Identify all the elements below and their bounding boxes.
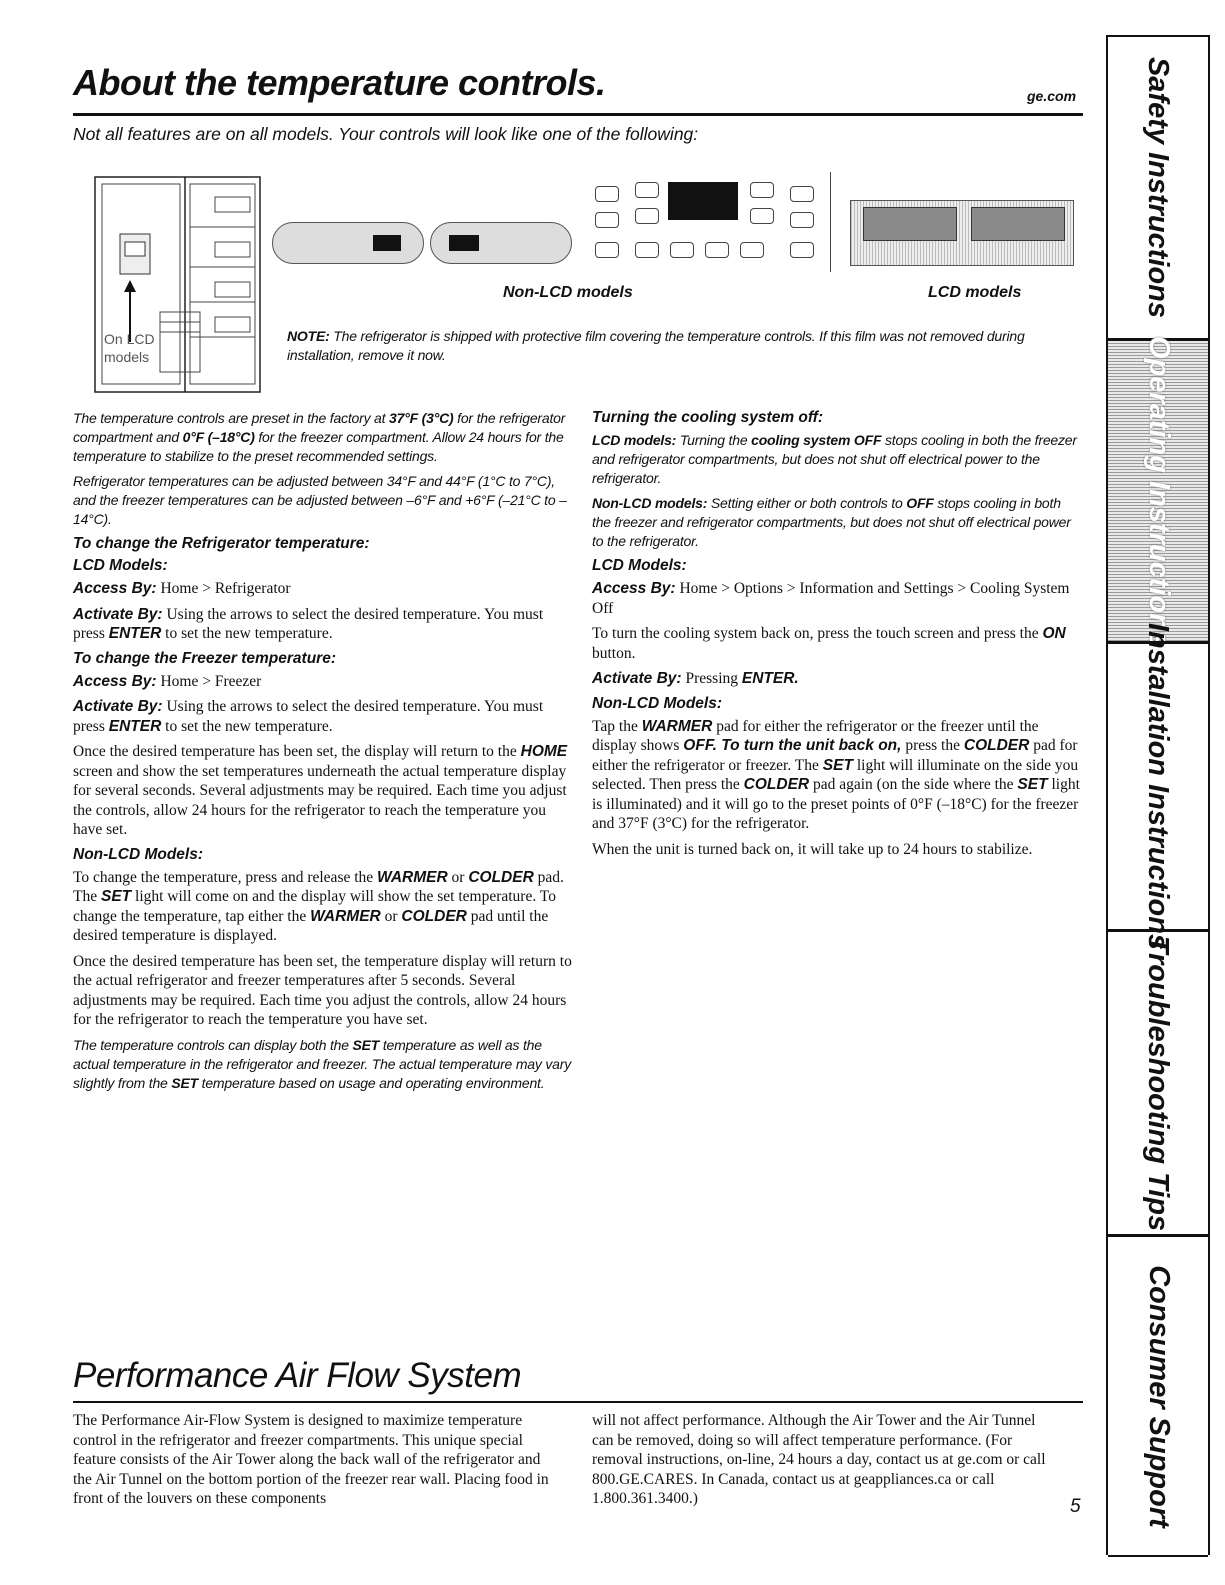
freezer-heading: To change the Freezer temperature: (73, 649, 336, 667)
tab-safety-instructions[interactable]: Safety Instructions (1108, 35, 1208, 337)
cooling-off-text: LCD models: Turning the cooling system OFF stops cooling in both the freezer and refrigerator compartments, but does not shut off electrical power to the refrigerator. Non-LCD models: Setting either or both controls to OFF stops cooling in both the freezer and refrigerator compartments, but does not shut off electrical power to the refrigerator. (592, 432, 1077, 549)
panel-display (373, 235, 401, 251)
lcd-models-label: LCD models (928, 284, 1022, 301)
tab-installation-instructions[interactable]: Installation Instructions (1108, 641, 1208, 929)
fridge-illustration (90, 172, 270, 402)
panel-display (449, 235, 479, 251)
intro-text: Not all features are on all models. Your controls will look like one of the following: (73, 124, 699, 144)
tab-operating-instructions[interactable]: Operating Instructions (1108, 338, 1208, 641)
right-column: Turning the cooling system off: LCD models: Turning the cooling system OFF stops cooling in both the freezer and refrigerator compartments, but does not shut off electrical power to the refrigerator. Non-LCD models: Setting either or both controls to OFF stops cooling in both the freezer and refrigerator compartments, but does not shut off electrical power to the refrigerator. LCD Models: Access By: Home > Options > Information and Settings > Cooling System Off To turn the cooling system back on, press the touch screen and press the ON button. Activate By: Pressing ENTER. Non-LCD Models: Tap the WARMER pad for either the refrigerator or the freezer until the display shows OFF. To turn the unit back on, press the COLDER pad for either the refrigerator or freezer. The SET light will illuminate on the side you selected. Then press the COLDER pad again (on the side where the SET light is illuminated) and it will go to the preset points of 0°F (–18°C) for the freezer and 37°F (3°C) for the refrigerator. When the unit is turned back on, it will take up to 24 hours to stabilize. (592, 409, 1080, 858)
tab-consumer-support[interactable]: Consumer Support (1108, 1234, 1208, 1557)
section-tabs (1106, 35, 1210, 1555)
non-lcd-panel-2 (430, 222, 572, 264)
pafs-right-text: will not affect performance. Although the Air Tower and the Air Tunnel can be removed, doing so will affect temperature performance. (For removal instructions, on-line, 24 hours a day, contact us at ge.com or call 800.GE.CARES. In Canada, contact us at geappliances.ca or call 1.800.361.3400.) (592, 1412, 1046, 1507)
left-column: The temperature controls are preset in the factory at 37°F (3°C) for the refrigerator compartment and 0°F (–18°C) for the freezer compartment. Allow 24 hours for the temperature to stabilize to the preset recommended settings. Refrigerator temperatures can be adjusted between 34°F and 44°F (1°C to 7°C), and the freezer temperatures can be adjusted between –6°F and +6°F (–21°C to –14°C). To change the Refrigerator temperature: LCD Models: Access By: Home > Refrigerator Activate By: Using the arrows to select the desired temperature. You must press ENTER to set the new temperature. To change the Freezer temperature: Access By: Home > Freezer Activate By: Using the arrows to select the desired temperature. You must press ENTER to set the new temperature. Once the desired temperature has been set, the display will return to the HOME screen and show the set temperatures underneath the actual temperature display for several seconds. Several adjustments may be required. Each time you adjust the controls, allow 24 hours for the refrigerator to reach the temperature you have set. Non-LCD Models: To change the temperature, press and release the WARMER or COLDER pad. The SET light will come on and the display will show the set temperature. To change the temperature, tap either the WARMER or COLDER pad until the desired temperature is displayed. Once the desired temperature has been set, the temperature display will return to the actual refrigerator and freezer temperatures after 5 seconds. Several adjustments may be required. Each time you adjust the controls, allow 24 hours for the refrigerator to reach the temperature you have set. The temperature controls can display both the SET temperature as well as the actual temperature in the refrigerator and freezer. The actual temperature may vary slightly from the SET temperature based on usage and operating environment. (73, 410, 572, 1091)
page-title: About the temperature controls. (73, 62, 606, 103)
display-note: The temperature controls can display both the SET temperature as well as the actual temperature in the refrigerator and freezer. The actual temperature may vary slightly from the SET temperature based on usage and operating environment. (73, 1036, 572, 1091)
cooling-off-heading: Turning the cooling system off: (592, 409, 824, 426)
non-lcd-models-label: Non-LCD models (503, 284, 633, 301)
pafs-rule (73, 1401, 1083, 1403)
title-rule (73, 113, 1083, 116)
preset-paragraph: The temperature controls are preset in the factory at 37°F (3°C) for the refrigerator compartment and 0°F (–18°C) for the freezer compartment. Allow 24 hours for the temperature to stabilize to the preset recommended settings. Refrigerator temperatures can be adjusted between 34°F and 44°F (1°C to 7°C), and the freezer temperatures can be adjusted between –6°F and +6°F (–21°C to –14°C). (73, 410, 567, 527)
site-url: ge.com (1027, 88, 1077, 104)
on-lcd-caption: On LCD models (104, 331, 155, 365)
lcd-touchscreen (850, 200, 1074, 266)
pafs-title: Performance Air Flow System (73, 1356, 522, 1395)
freezer-instructions: Access By: Home > Freezer Activate By: Using the arrows to select the desired temperature. You must press ENTER to set the new temperature. Once the desired temperature has been set, the display will return to the HOME screen and show the set temperatures underneath the actual temperature display for several seconds. Several adjustments may be required. Each time you adjust the controls, allow 24 hours for the refrigerator to reach the temperature you have set. (73, 672, 568, 838)
tab-troubleshooting-tips[interactable]: Troubleshooting Tips (1108, 929, 1208, 1234)
note: NOTE: The refrigerator is shipped with protective film covering the temperature controls. If this film was not removed during installation, remove it now. (287, 328, 1025, 363)
page-number: 5 (1070, 1496, 1081, 1517)
non-lcd-off-instructions: Tap the WARMER pad for either the refrigerator or the freezer until the display shows OFF. To turn the unit back on, press the COLDER pad for either the refrigerator or freezer. The SET light will illuminate on the side you selected. Then press the COLDER pad again (on the side where the SET light is illuminated) and it will go to the preset points of 0°F (–18°C) for the freezer and 37°F (3°C) for the refrigerator. When the unit is turned back on, it will take up to 24 hours to stabilize. (592, 717, 1080, 858)
panel-display (668, 182, 738, 220)
non-lcd-panel-1 (272, 222, 424, 264)
refrigerator-instructions: Access By: Home > Refrigerator Activate By: Using the arrows to select the desired temperature. You must press ENTER to set the new temperature. (73, 580, 544, 642)
non-lcd-instructions: To change the temperature, press and release the WARMER or COLDER pad. The SET light will come on and the display will show the set temperature. To change the temperature, tap either the WARMER or COLDER pad until the desired temperature is displayed. Once the desired temperature has been set, the temperature display will return to the actual refrigerator and freezer temperatures after 5 seconds. Several adjustments may be required. Each time you adjust the controls, allow 24 hours for the refrigerator to reach the temperature you have set. (73, 868, 572, 1028)
refrigerator-heading: To change the Refrigerator temperature: (73, 535, 370, 552)
non-lcd-panel-3 (580, 172, 831, 272)
lcd-off-instructions: Access By: Home > Options > Information and Settings > Cooling System Off To turn the cooling system back on, press the touch screen and press the ON button. Activate By: Pressing ENTER. (592, 580, 1070, 687)
pafs-left-text: The Performance Air-Flow System is designed to maximize temperature control in the refrigerator and freezer compartments. This unique special feature consists of the Air Tower along the back wall of the refrigerator and the Air Tunnel on the bottom portion of the freezer rear wall. Placing food in front of the louvers on these components (73, 1412, 549, 1507)
